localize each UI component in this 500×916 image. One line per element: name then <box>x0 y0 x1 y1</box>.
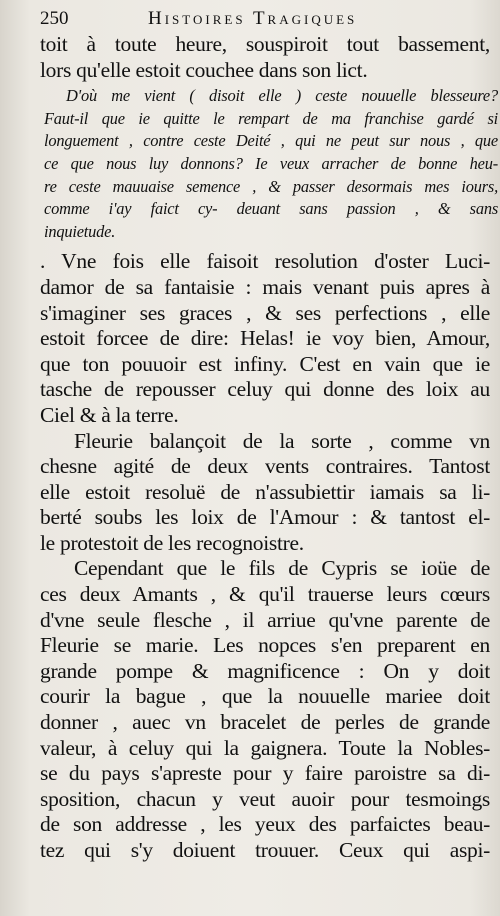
text-line: de son addresse , les yeux des parfaictes beau- <box>40 812 490 837</box>
text-line: se du pays s'apreste pour y faire paroistre sa di- <box>40 761 490 786</box>
text-line: berté soubs les loix de l'Amour : & tantost el- <box>40 505 490 530</box>
page-number: 250 <box>40 8 69 29</box>
text-line: tez qui s'y doiuent trouuer. Ceux qui aspi- <box>40 838 490 862</box>
paragraph-continuation <box>40 32 488 83</box>
text-line: comme i'ay faict cy- deuant sans passion , & sans <box>44 199 498 219</box>
text-line: damor de sa fantaisie : mais venant puis apres à <box>40 274 490 299</box>
text-line: Fleurie balançoit de la sorte , comme vn <box>74 428 490 453</box>
text-line: valeur, à celuy qui la gaignera. Toute la Nobles- <box>40 735 490 760</box>
text-line: estoit forcee de dire: Helas! ie voy bien, Amour, <box>40 326 490 351</box>
text-line: lors qu'elle estoit couchee dans son lict. <box>40 57 368 82</box>
text-line: Cependant que le fils de Cypris se ioüe de <box>74 556 490 581</box>
text-line: re ceste mauuaise semence , & passer desormais mes iours, <box>44 176 498 196</box>
text-line: ce que nous luy donnons? Ie veux arracher de bonne heu- <box>44 153 498 173</box>
text-line: d'vne seule flesche , il arriue qu'vne parente de <box>40 607 490 632</box>
paragraph-fleurie <box>40 429 488 557</box>
paragraph-cependant <box>40 556 488 863</box>
text-line: chesne agité de deux vents contraires. Tantost <box>40 454 490 479</box>
text-line: Fleurie se marie. Les nopces s'en preparent en <box>40 633 490 658</box>
quoted-monologue <box>44 85 498 243</box>
text-line: longuement , contre ceste Deité , qui ne peut sur nous , que <box>44 131 498 151</box>
text-line: Faut-il que ie quitte le rempart de ma franchise gardé si <box>44 108 498 128</box>
text-line: elle estoit resoluë de n'assubiettir iamais sa li- <box>40 479 490 504</box>
text-line: le protestoit de les recognoistre. <box>40 530 304 555</box>
text-line: inquietude. <box>44 221 116 241</box>
text-line: courir la bague , que la nouuelle mariee doit <box>40 684 490 709</box>
text-line: ces deux Amants , & qu'il trauerse leurs cœurs <box>40 582 490 607</box>
text-line: grande pompe & magnificence : On y doit <box>40 658 490 683</box>
text-line: . Vne fois elle faisoit resolution d'oster Luci- <box>40 249 490 274</box>
text-line: tasche de repousser celuy qui donne des loix au <box>40 377 490 402</box>
text-line: Ciel & à la terre. <box>40 402 179 427</box>
text-line: que ton pouuoir est infiny. C'est en vain que ie <box>40 351 490 376</box>
text-line: toit à toute heure, souspiroit tout bassement, <box>40 32 490 56</box>
text-line: donner , auec vn bracelet de perles de grande <box>40 710 490 735</box>
page-header <box>30 6 488 32</box>
text-line: D'où me vient ( disoit elle ) ceste nouuelle blesseure? <box>66 86 498 106</box>
paragraph-resolution <box>40 249 488 428</box>
text-line: s'imaginer ses graces , & ses perfections , elle <box>40 300 490 325</box>
text-line: sposition, chacun y veut auoir pour tesmoings <box>40 786 490 811</box>
running-title: Histoires Tragiques <box>148 8 358 29</box>
